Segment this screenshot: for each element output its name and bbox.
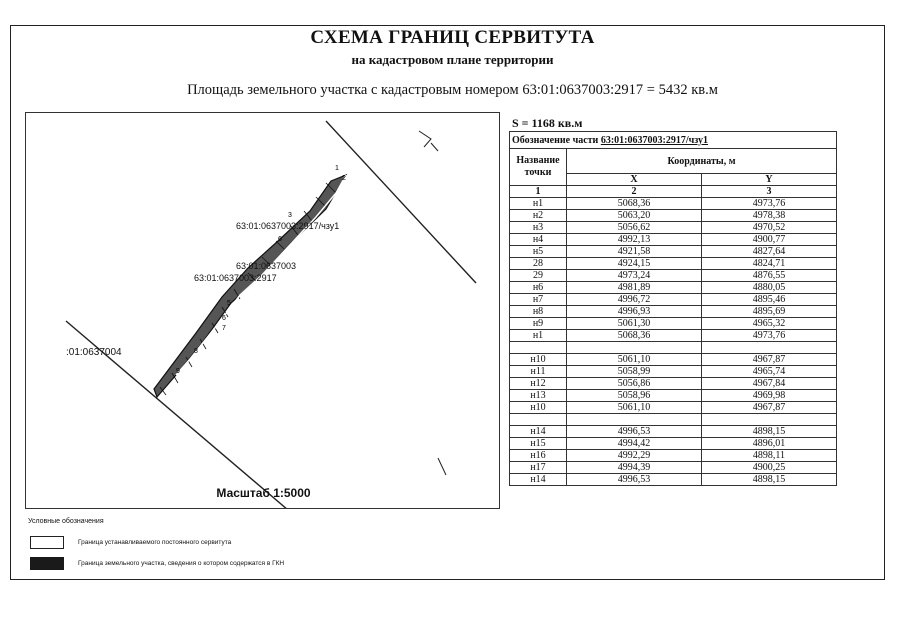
y-coordinate-cell: 4896,01 <box>701 438 836 450</box>
x-coordinate-cell: 4973,24 <box>567 270 702 282</box>
x-coordinate-cell <box>567 414 702 426</box>
legend-item-easement: Граница устанавливаемого постоянного сервитута <box>78 539 232 546</box>
table-row <box>510 234 837 246</box>
x-coordinate-cell: 4924,15 <box>567 258 702 270</box>
table-row <box>510 222 837 234</box>
table-row <box>510 282 837 294</box>
point-name-cell: н15 <box>510 438 567 450</box>
y-coordinate-cell: 4967,84 <box>701 378 836 390</box>
x-coordinate-cell: 4992,13 <box>567 234 702 246</box>
coordinates-table <box>509 131 837 486</box>
y-coordinate-cell: 4978,38 <box>701 210 836 222</box>
table-row <box>510 210 837 222</box>
y-coordinate-cell: 4876,55 <box>701 270 836 282</box>
cadastral-map <box>25 112 500 509</box>
x-coordinate-cell: 5061,30 <box>567 318 702 330</box>
point-name-cell: н2 <box>510 210 567 222</box>
y-coordinate-cell: 4973,76 <box>701 330 836 342</box>
y-coordinate-cell: 4965,32 <box>701 318 836 330</box>
table-row <box>510 378 837 390</box>
table-row <box>510 306 837 318</box>
x-coordinate-cell: 4992,29 <box>567 450 702 462</box>
x-coordinate-cell: 5061,10 <box>567 402 702 414</box>
point-name-cell: н10 <box>510 354 567 366</box>
table-row <box>510 450 837 462</box>
point-label: 1 <box>335 165 339 172</box>
point-name-cell: н11 <box>510 366 567 378</box>
y-coordinate-cell: 4973,76 <box>701 198 836 210</box>
point-name-cell: н6 <box>510 282 567 294</box>
map-label-parcel: 63:01:0637003:2917 <box>194 273 277 283</box>
table-row <box>510 438 837 450</box>
table-row <box>510 342 837 354</box>
x-coordinate-cell: 5068,36 <box>567 198 702 210</box>
point-label: 5 <box>227 300 231 307</box>
point-name-cell: н1 <box>510 198 567 210</box>
point-label: 6 <box>278 236 282 243</box>
x-coordinate-cell: 5068,36 <box>567 330 702 342</box>
table-row <box>510 366 837 378</box>
easement-area: S = 1168 кв.м <box>512 116 583 130</box>
part-designation-cell <box>510 132 837 149</box>
map-label-easement-part: 63:01:0637003:2917/чзу1 <box>236 221 340 231</box>
y-coordinate-cell: 4824,71 <box>701 258 836 270</box>
x-coordinate-cell: 4996,72 <box>567 294 702 306</box>
y-coordinate-cell: 4967,87 <box>701 354 836 366</box>
x-coordinate-cell: 4994,42 <box>567 438 702 450</box>
tick-mark <box>431 143 438 151</box>
legend-swatch-parcel <box>30 557 64 570</box>
x-coordinate-cell: 5056,62 <box>567 222 702 234</box>
y-coordinate-cell: 4827,64 <box>701 246 836 258</box>
x-coordinate-cell: 5056,86 <box>567 378 702 390</box>
y-coordinate-cell: 4967,87 <box>701 402 836 414</box>
part-designation-number: 63:01:0637003:2917/чзу1 <box>600 134 709 146</box>
x-coordinate-cell: 4981,89 <box>567 282 702 294</box>
point-name-cell: н12 <box>510 378 567 390</box>
table-row <box>510 198 837 210</box>
point-name-cell: н3 <box>510 222 567 234</box>
table-row <box>510 474 837 486</box>
point-name-cell <box>510 342 567 354</box>
legend-swatch-easement <box>30 536 64 549</box>
col-y: Y <box>701 174 836 186</box>
point-name-cell: н16 <box>510 450 567 462</box>
point-name-cell: н9 <box>510 318 567 330</box>
x-coordinate-cell: 4921,58 <box>567 246 702 258</box>
point-name-cell: н5 <box>510 246 567 258</box>
x-coordinate-cell: 4996,53 <box>567 426 702 438</box>
point-name-cell: н13 <box>510 390 567 402</box>
col-coordinates: Координаты, м <box>567 149 837 174</box>
y-coordinate-cell: 4965,74 <box>701 366 836 378</box>
legend-title: Условные обозначения <box>28 518 104 525</box>
table-row <box>510 414 837 426</box>
map-drawing <box>26 113 500 509</box>
point-name-cell: 28 <box>510 258 567 270</box>
corner-mark <box>419 131 431 147</box>
col-number: 2 <box>567 186 702 198</box>
y-coordinate-cell <box>701 342 836 354</box>
x-coordinate-cell: 5063,20 <box>567 210 702 222</box>
point-name-cell: н4 <box>510 234 567 246</box>
table-row <box>510 294 837 306</box>
y-coordinate-cell: 4898,15 <box>701 426 836 438</box>
map-label-quarter: 63:01:0637003 <box>236 261 297 271</box>
coordinates-table-body <box>510 198 837 486</box>
x-coordinate-cell: 5061,10 <box>567 354 702 366</box>
table-row <box>510 462 837 474</box>
part-designation-label: Обозначение части <box>512 134 601 146</box>
point-name-cell: н10 <box>510 402 567 414</box>
quarter-boundary-line-east <box>326 121 476 283</box>
point-name-cell: н1 <box>510 330 567 342</box>
x-coordinate-cell: 5058,99 <box>567 366 702 378</box>
x-coordinate-cell <box>567 342 702 354</box>
point-label: 3 <box>288 212 292 219</box>
col-number: 1 <box>510 186 567 198</box>
y-coordinate-cell: 4880,05 <box>701 282 836 294</box>
y-coordinate-cell: 4898,15 <box>701 474 836 486</box>
table-row <box>510 246 837 258</box>
x-coordinate-cell: 4996,93 <box>567 306 702 318</box>
y-coordinate-cell: 4900,77 <box>701 234 836 246</box>
map-label-neighbor-quarter: :01:0637004 <box>66 347 122 358</box>
x-coordinate-cell: 4994,39 <box>567 462 702 474</box>
point-name-cell <box>510 414 567 426</box>
y-coordinate-cell: 4969,98 <box>701 390 836 402</box>
point-name-cell: н17 <box>510 462 567 474</box>
col-x: X <box>567 174 702 186</box>
tick-mark <box>438 458 446 475</box>
point-name-cell: 29 <box>510 270 567 282</box>
point-name-cell: н14 <box>510 426 567 438</box>
point-name-cell: н8 <box>510 306 567 318</box>
col-number: 3 <box>701 186 836 198</box>
point-label: 2 <box>342 175 346 182</box>
point-label: 8 <box>194 348 198 355</box>
parcel-area-line: Площадь земельного участка с кадастровым номером 63:01:0637003:2917 = 5432 кв.м <box>187 82 718 98</box>
table-row <box>510 390 837 402</box>
point-label: 6 <box>222 315 226 322</box>
point-label: 7 <box>222 325 226 332</box>
y-coordinate-cell: 4970,52 <box>701 222 836 234</box>
table-row <box>510 330 837 342</box>
x-coordinate-cell: 4996,53 <box>567 474 702 486</box>
y-coordinate-cell: 4898,11 <box>701 450 836 462</box>
y-coordinate-cell: 4895,46 <box>701 294 836 306</box>
table-row <box>510 258 837 270</box>
table-row <box>510 354 837 366</box>
map-scale: Масштаб 1:5000 <box>216 486 311 500</box>
point-name-cell: н7 <box>510 294 567 306</box>
table-row <box>510 318 837 330</box>
point-name-cell: н14 <box>510 474 567 486</box>
y-coordinate-cell: 4895,69 <box>701 306 836 318</box>
col-point-name: Название точки <box>510 149 567 186</box>
y-coordinate-cell <box>701 414 836 426</box>
table-row <box>510 270 837 282</box>
table-row <box>510 426 837 438</box>
page-subtitle: на кадастровом плане территории <box>351 52 554 67</box>
page-title: СХЕМА ГРАНИЦ СЕРВИТУТА <box>310 27 595 48</box>
point-label: 9 <box>176 368 180 375</box>
table-row <box>510 402 837 414</box>
y-coordinate-cell: 4900,25 <box>701 462 836 474</box>
x-coordinate-cell: 5058,96 <box>567 390 702 402</box>
legend-item-parcel: Граница земельного участка, сведения о котором содержатся в ГКН <box>78 560 285 567</box>
